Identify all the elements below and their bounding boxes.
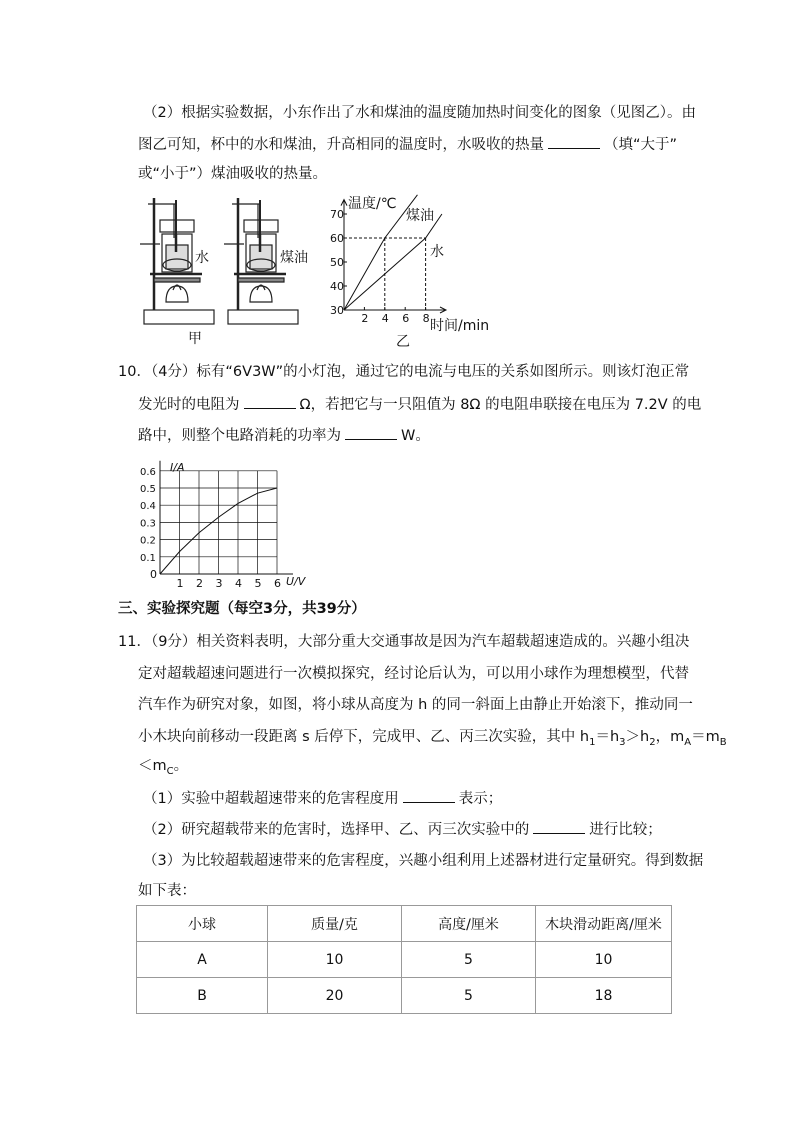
chart1-x-tick-label: 6 [402,312,410,325]
q11-blank-1[interactable] [403,788,455,803]
data-table [136,905,672,1014]
chart2-x-tick-label: 5 [254,577,262,590]
q11-sub-3b: 如下表： [138,883,196,899]
chart2-ylabel: I/A [170,461,185,474]
q10-blank-power[interactable] [345,425,397,440]
q11-l4b: ＝h [595,729,620,745]
q11-s1a: （1）实验中超载超速带来的危害程度用 [143,791,399,807]
q11-l4c: ＞h [625,729,650,745]
q11-line-4 [138,727,727,753]
q10-line-3 [138,425,430,446]
chart1-x-tick-label: 2 [361,312,369,325]
sub-h3: 3 [619,736,626,748]
temperature-time-chart [330,192,500,348]
table-row [137,978,672,1014]
table-header-cell: 木块滑动距离/厘米 [536,906,672,942]
q11-line-3: 汽车作为研究对象，如图，将小球从高度为 h 的同一斜面上由静止开始滚下，推动同一 [138,697,693,713]
q9-line-2b: （填“大于” [604,137,678,153]
label-kerosene: 煤油 [280,250,308,266]
chart2-y-tick-label: 0.3 [140,518,156,530]
chart1-label-yi: 乙 [396,334,410,348]
chart2-xlabel: U/V [286,575,306,588]
sub-h2: 2 [649,736,656,748]
table-cell: 5 [402,978,536,1014]
chart1-x-tick-label: 8 [422,312,430,325]
q10-line-3b: W。 [401,428,430,444]
q10-line-2a: 发光时的电阻为 [138,397,240,413]
chart1-y-tick-label: 40 [330,280,344,293]
sub-mB: B [719,736,727,748]
table-cell: 10 [268,942,402,978]
sub-mC: C [166,765,174,777]
chart1-x-tick-label: 4 [381,312,389,325]
q11-s2b: 进行比较； [589,822,662,838]
table-header-row [137,906,672,942]
current-voltage-chart [140,460,315,592]
q10-line-1: 10．（4分）标有“6V3W”的小灯泡，通过它的电流与电压的关系如图所示。则该灯泡正常 [118,364,690,380]
q9-answer-blank[interactable] [548,134,600,149]
apparatus-figure [140,190,320,350]
q10-blank-resistance[interactable] [244,394,296,409]
table-header-cell: 小球 [137,906,268,942]
table-cell: 10 [536,942,672,978]
q10-line-2b: Ω，若把它与一只阻值为 8Ω 的电阻串联接在电压为 7.2V 的电 [299,397,702,413]
q10-line-2 [138,394,701,415]
series-line-water [344,214,442,310]
q11-l4d: ，m [655,729,685,745]
chart1-y-tick-label: 70 [330,208,344,221]
chart1-y-tick-label: 50 [330,256,344,269]
sub-mA: A [684,736,692,748]
q11-l5a: ＜m [138,758,167,774]
q9-line-2a: 图乙可知，杯中的水和煤油，升高相同的温度时，水吸收的热量 [138,137,544,153]
sub-h1: 1 [589,736,596,748]
table-header-cell: 高度/厘米 [402,906,536,942]
chart2-y-tick-label: 0.2 [140,535,156,547]
table-header-cell: 质量/克 [268,906,402,942]
q11-line-5 [138,756,188,782]
chart1-y-tick-label: 60 [330,232,344,245]
chart2-y-tick-label: 0.5 [140,484,156,495]
q11-line-1: 11．（9分）相关资料表明，大部分重大交通事故是因为汽车超载超速造成的。兴趣小组决 [118,634,690,650]
table-cell: 18 [536,978,672,1014]
q11-blank-2[interactable] [533,819,585,834]
chart2-origin: 0 [150,568,157,581]
chart2-x-tick-label: 4 [235,577,242,590]
q11-sub-2 [143,819,662,840]
q11-l4a: 小木块向前移动一段距离 s 后停下，完成甲、乙、丙三次实验，其中 h [138,729,590,745]
table-cell: B [137,978,268,1014]
table-row [137,942,672,978]
q11-l5b: 。 [173,758,189,774]
chart2-y-tick-label: 0.1 [140,552,156,564]
q9-line-2 [138,134,677,155]
chart1-ylabel: 温度/℃ [348,196,397,212]
q10-line-3a: 路中，则整个电路消耗的功率为 [138,428,341,444]
chart1-xlabel: 时间/min [430,318,490,334]
q11-l4e: ＝m [691,729,720,745]
series-label-water: 水 [430,244,444,260]
q11-sub-1 [143,788,502,809]
table-cell: A [137,942,268,978]
chart2-x-tick-label: 3 [215,577,223,590]
series-label-kerosene: 煤油 [406,208,434,224]
chart2-x-tick-label: 6 [274,577,281,590]
q11-s1b: 表示； [458,791,503,807]
label-jia: 甲 [188,331,202,347]
table-cell: 20 [268,978,402,1014]
chart1-y-tick-label: 30 [330,304,344,317]
chart2-y-tick-label: 0.6 [140,466,156,478]
q9-line-3: 或“小于”）煤油吸收的热量。 [138,166,328,182]
table-cell: 5 [402,942,536,978]
q11-s2a: （2）研究超载带来的危害时，选择甲、乙、丙三次实验中的 [143,822,530,838]
q9-line-1: （2）根据实验数据，小东作出了水和煤油的温度随加热时间变化的图象（见图乙）。由 [143,105,696,121]
q11-sub-3: （3）为比较超载超速带来的危害程度，兴趣小组利用上述器材进行定量研究。得到数据 [143,853,704,869]
section-3-heading: 三、实验探究题（每空3分，共39分） [118,601,366,617]
chart2-x-tick-label: 1 [176,577,184,590]
chart2-x-tick-label: 2 [196,577,203,590]
q11-line-2: 定对超载超速问题进行一次模拟探究，经讨论后认为，可以用小球作为理想模型，代替 [138,666,689,682]
chart2-y-tick-label: 0.4 [140,501,156,513]
label-water: 水 [195,250,209,266]
